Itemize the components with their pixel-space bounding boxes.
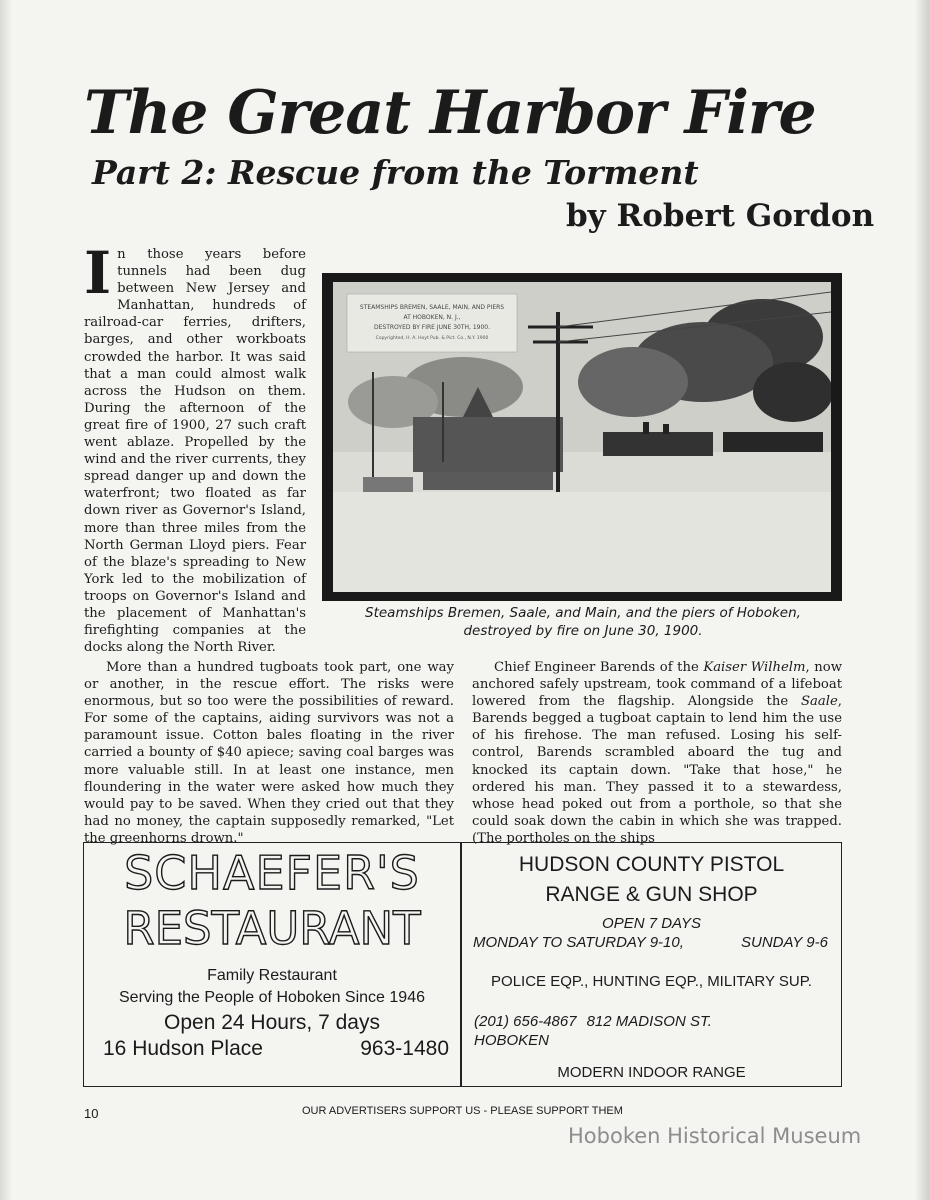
left-column-paragraph: More than a hundred tugboats took part, one way or another, in the rescue effort. The risks were enormous, but so too were the possibilities of reward. For some of the captains, aiding survivors was not a paramount issue. Cotton bales floating in the river carried a bounty of $40 apiece; saving coal barges was more valuable still. In at least one instance, men floundering in the water were asked how much they would pay to be saved. When they cried out that they had no money, the captain supposedly remarked, "Let the greenhorns drown." <box>84 660 454 846</box>
gun-shop-address: 812 MADISON ST. <box>586 1013 712 1030</box>
intro-text: n those years before tunnels had been dug between New Jersey and Manhattan, hundreds of railroad-car ferries, drifters, barges, and other workboats crowded the harbor. It was said that a man could almost walk across the Hudson on them. During the afternoon of the great fire of 1900, 27 such craft went ablaze. Propelled by the wind and the river currents, they spread danger up and down the waterfront; two floated as far down river as Governor's Island, more than three miles from the North German Lloyd piers. Fear of the blaze's spreading to New York led to the mobilization of troops on Governor's Island and the placement of Manhattan's firefighting companies at the docks along the North River. <box>84 247 306 656</box>
restaurant-since: Serving the People of Hoboken Since 1946 <box>119 989 425 1006</box>
gun-shop-contact <box>463 1012 840 1050</box>
article-subtitle: Part 2: Rescue from the Torment <box>92 153 699 192</box>
page-number: 10 <box>84 1106 99 1121</box>
gun-shop-sunday-hours: SUNDAY 9-6 <box>741 934 828 951</box>
gun-shop-city: HOBOKEN <box>474 1032 550 1049</box>
restaurant-phone: 963-1480 <box>360 1037 449 1060</box>
restaurant-name-line-1: SCHAEFER'S <box>124 846 420 900</box>
footer-note: OUR ADVERTISERS SUPPORT US - PLEASE SUPPORT THEM <box>302 1105 623 1117</box>
fire-illustration <box>333 282 831 592</box>
article-title: The Great Harbor Fire <box>84 78 816 148</box>
gun-shop-weekday-hours: MONDAY TO SATURDAY 9-10, <box>473 934 684 951</box>
gun-shop-phone: (201) 656-4867 <box>474 1013 577 1030</box>
schaefers-restaurant-ad <box>84 845 460 1061</box>
gun-shop-feature: MODERN INDOOR RANGE <box>557 1064 746 1081</box>
right-text-1: Chief Engineer Barends of the <box>494 660 704 675</box>
gun-shop-name-line-1: HUDSON COUNTY PISTOL <box>518 853 785 876</box>
caption-line-2: destroyed by fire on June 30, 1900. <box>463 623 703 639</box>
right-text-3: , Barends begged a tugboat captain to lend him the use of his firehose. The man refused. Losing his self-control, Barends scrambled aboard the tug and knocked its captain down. "Take that hose," he ordered his man. They passed it to a stewardess, whose head poked out from a porthole, so that she could soak down the cabin in which she was trapped. (The portholes on the ships <box>472 694 842 846</box>
left-column <box>84 659 454 847</box>
gun-shop-equipment: POLICE EQP., HUNTING EQP., MILITARY SUP. <box>491 973 812 990</box>
postcard-copyright: Copyrighted, H. A. Hoyt Pub. & Pict. Co., N.Y. 1900 <box>375 336 489 341</box>
restaurant-contact <box>84 1037 460 1061</box>
page-edge-right <box>915 0 929 1200</box>
photo-caption <box>318 604 848 640</box>
postcard-caption-line-2: AT HOBOKEN, N. J., <box>403 314 461 321</box>
restaurant-address: 16 Hudson Place <box>103 1037 263 1060</box>
gun-shop-ad <box>463 845 840 1081</box>
restaurant-name-line-2: RESTAURANT <box>123 902 421 955</box>
postcard-caption-line-1: STEAMSHIPS BREMEN, SAALE, MAIN, AND PIERS <box>359 304 505 311</box>
article-byline: by Robert Gordon <box>566 198 875 234</box>
right-text-2: , now anchored safely upstream, took command of a lifeboat lowered from the flagship. Alongside the <box>472 660 843 710</box>
restaurant-tagline: Family Restaurant <box>207 967 337 984</box>
ad-divider <box>460 842 462 1087</box>
gun-shop-name-line-2: RANGE & GUN SHOP <box>545 883 758 906</box>
drop-cap: I <box>84 239 112 307</box>
ship-name-saale: Saale <box>801 694 838 710</box>
restaurant-hours: Open 24 Hours, 7 days <box>164 1011 380 1034</box>
gun-shop-open: OPEN 7 DAYS <box>602 915 701 932</box>
right-column-paragraph <box>472 659 842 847</box>
intro-paragraph <box>84 239 306 656</box>
caption-line-1: Steamships Bremen, Saale, and Main, and the piers of Hoboken, <box>365 605 801 621</box>
gun-shop-hours <box>463 934 840 951</box>
harbor-fire-photo <box>333 282 831 592</box>
postcard-caption-line-3: DESTROYED BY FIRE JUNE 30TH, 1900. <box>373 324 491 331</box>
museum-watermark: Hoboken Historical Museum <box>568 1124 862 1148</box>
page-edge-left <box>0 0 12 1200</box>
right-column <box>472 659 842 847</box>
ship-name-kaiser-wilhelm: Kaiser Wilhelm <box>703 660 806 675</box>
